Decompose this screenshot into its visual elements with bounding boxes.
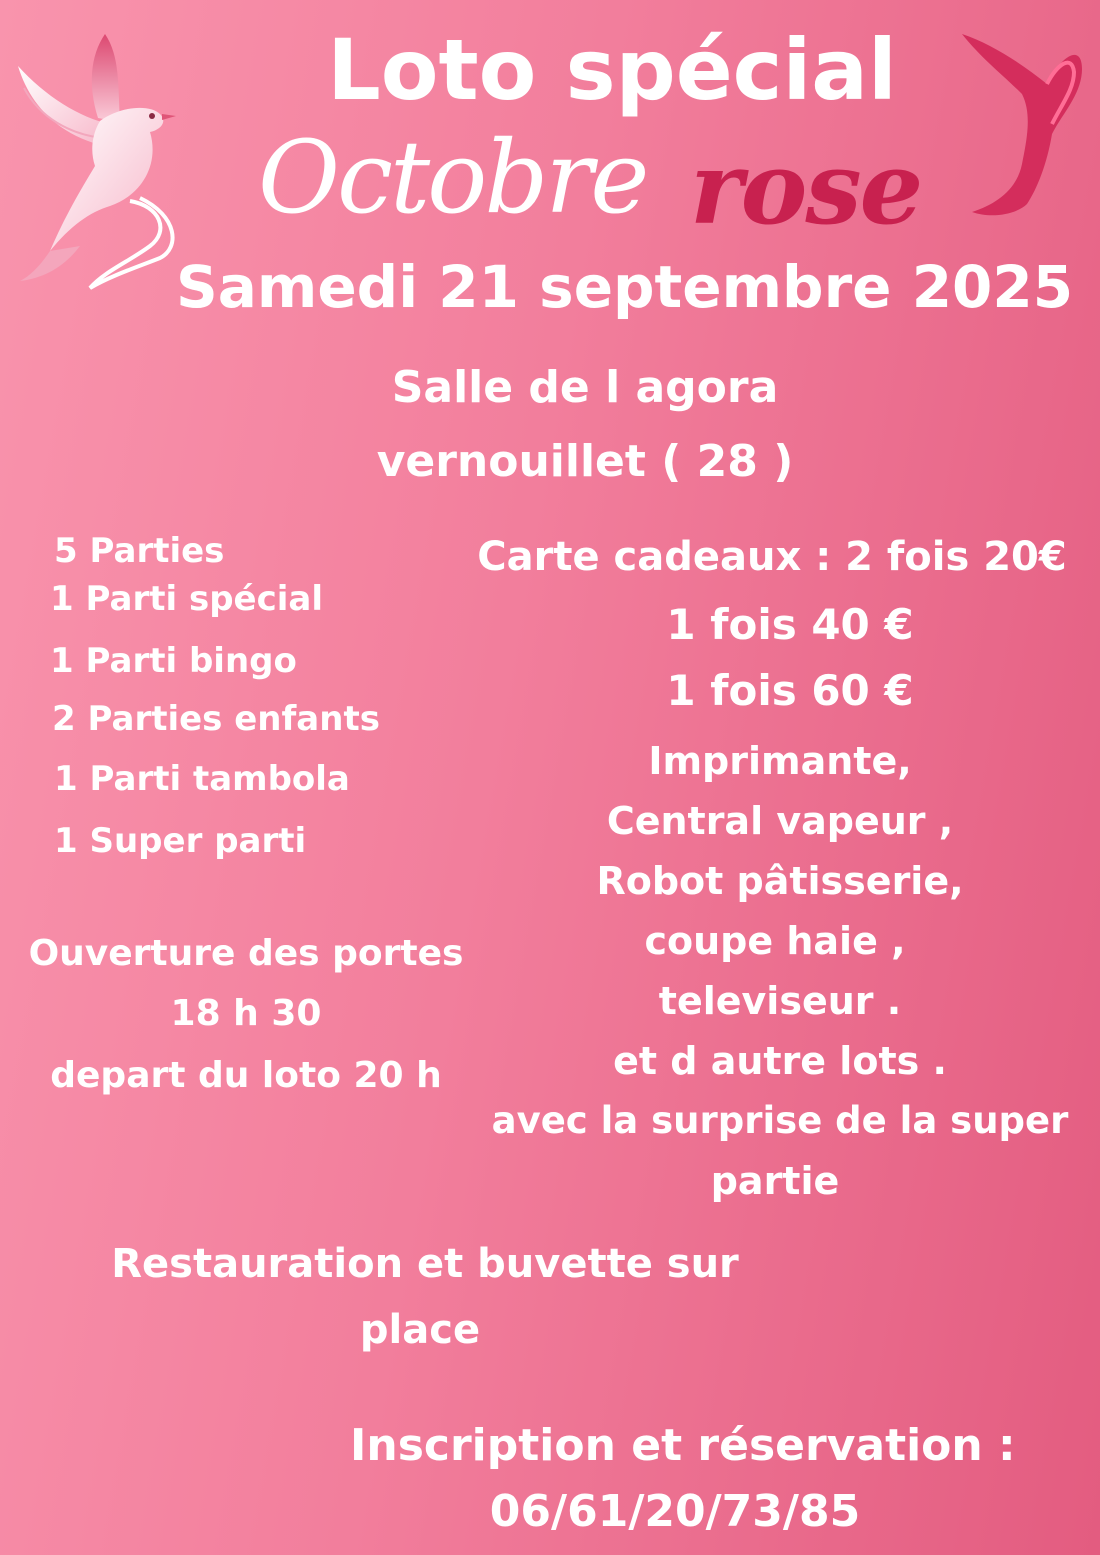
catering-text-place: place — [359, 1307, 481, 1353]
catering-text: Restauration et buvette sur — [111, 1241, 739, 1287]
party-item: 1 Parti spécial — [50, 579, 323, 619]
prize-item: coupe haie , — [644, 919, 906, 963]
opening-doors: Ouverture des portes — [28, 933, 464, 974]
prize-item: Imprimante, — [648, 739, 912, 783]
title-rose: rose — [690, 129, 922, 247]
prize-item: Central vapeur , — [606, 799, 954, 843]
prize-item: avec la surprise de la super — [491, 1099, 1069, 1142]
venue-name: Salle de l agora — [391, 362, 779, 413]
title-octobre: Octobre — [258, 119, 647, 236]
party-item: 5 Parties — [54, 531, 225, 571]
venue-city: vernouillet ( 28 ) — [376, 436, 794, 487]
opening-time: 18 h 30 — [170, 993, 322, 1034]
party-item: 2 Parties enfants — [52, 699, 380, 739]
party-item: 1 Parti bingo — [50, 641, 297, 681]
prize-item: televiseur . — [658, 979, 902, 1023]
prize-item: Carte cadeaux : 2 fois 20€ — [477, 534, 1067, 580]
contact-label: Inscription et réservation : — [350, 1420, 1016, 1471]
prize-item: et d autre lots . — [613, 1039, 947, 1083]
prize-item: 1 fois 40 € — [666, 600, 914, 649]
prize-item: partie — [710, 1159, 840, 1203]
pink-ribbon-icon — [952, 14, 1094, 224]
dove-icon — [10, 26, 180, 296]
prize-item: Robot pâtisserie, — [596, 859, 964, 903]
prize-item: 1 fois 60 € — [666, 666, 914, 715]
party-item: 1 Super parti — [54, 821, 307, 861]
event-date: Samedi 21 septembre 2025 — [176, 253, 1074, 321]
party-item: 1 Parti tambola — [54, 759, 350, 799]
title-loto-special: Loto spécial — [327, 21, 897, 119]
loto-start-time: depart du loto 20 h — [50, 1055, 442, 1096]
contact-phone: 06/61/20/73/85 — [489, 1486, 861, 1537]
